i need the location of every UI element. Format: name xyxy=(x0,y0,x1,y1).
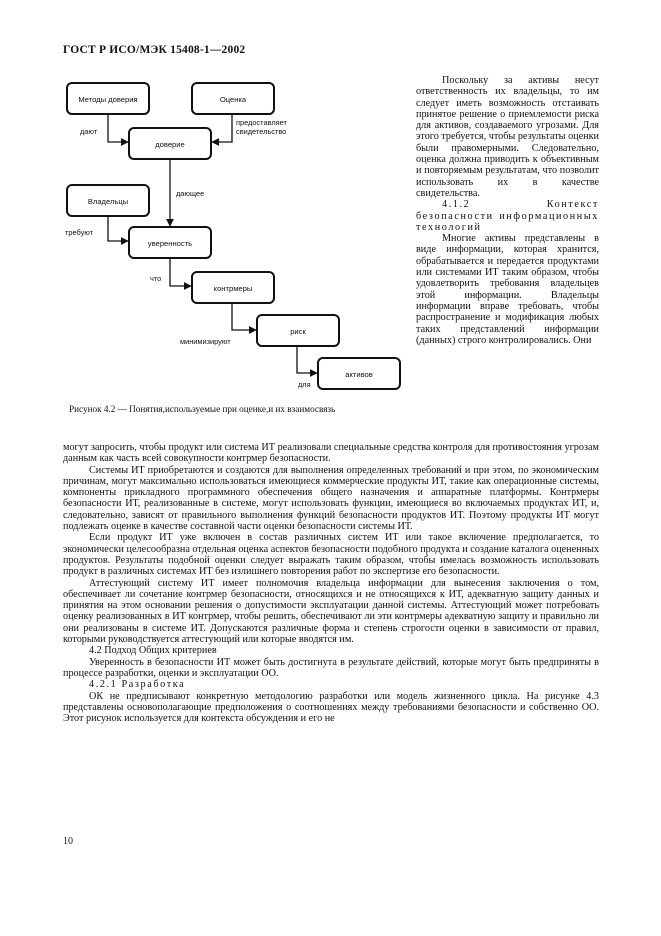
edge-give: дают xyxy=(80,127,98,136)
main-body-text xyxy=(63,442,599,724)
label-owners: Владельцы xyxy=(87,197,129,206)
arrow-confidence-countermeasures xyxy=(170,258,191,286)
arrow-owners-confidence xyxy=(108,216,128,241)
section-heading-4-1-2: 4.1.2 Контекст безопасности информационных технологий xyxy=(416,199,599,233)
paragraph: Системы ИТ приобретаются и создаются для выполнения определенных требований и при этом, по экономическим причинам, могут максимально использоваться имеющиеся коммерческие продукты ИТ, такие как операционные системы, компоненты прикладного программного обеспечения общего назначения и аппаратные платформы. Контрмеры безопасности ИТ, реализованные в системе, могут использовать функции, имеющиеся во включаемых продуктах ИТ, и, следовательно, зависят от правильного выполнения функций безопасности продуктов ИТ. Поэтому продукты ИТ могут подлежать оценке в качестве составной части оценки безопасности системы ИТ. xyxy=(63,464,599,533)
edge-require: требуют xyxy=(65,228,94,237)
section-heading-4-2: 4.2 Подход Общих критериев xyxy=(89,645,217,657)
edge-that: что xyxy=(150,274,162,283)
edge-for: для xyxy=(298,380,311,389)
paragraph: Уверенность в безопасности ИТ может быть достигнута в результате действий, которые могут быть предприняты в процессе разработки, оценки и эксплуатации ОО. xyxy=(63,656,599,679)
right-column-text xyxy=(416,75,599,346)
paragraph: ОК не предписывают конкретную методологию разработки или модель жизненного цикла. На рисунке 4.3 представлены основополагающие предположения о соотношениях между требованиями безопасности и собственно ОО. Этот рисунок используется для контекста обсуждения и его не xyxy=(63,690,599,725)
section-heading-4-2-1: 4.2.1 Разработка xyxy=(89,679,186,691)
arrow-evaluation-assurance xyxy=(212,114,232,142)
paragraph-continuation: могут запросить, чтобы продукт или система ИТ реализовали специальные средства контроля для противостояния угрозам данным как часть всей совокупности контрмер безопасности. xyxy=(63,442,599,465)
label-evaluation: Оценка xyxy=(219,95,247,104)
paragraph: Поскольку за активы несут ответственность их владельцы, то им следует иметь возможность отстаивать принятое решение о приемлемости риска для активов, создаваемого угрозами. Для этого требуется, чтобы результаты оценки были правомерными. Следовательно, оценка должна приводить к объективным и повторяемым результатам, что позволит использовать их в качестве свидетельства. xyxy=(416,75,599,199)
label-confidence: уверенность xyxy=(147,239,193,248)
page-number: 10 xyxy=(63,836,73,847)
edge-provides-1: предоставляет xyxy=(236,118,287,127)
concepts-diagram xyxy=(58,74,408,404)
arrow-countermeasures-risk xyxy=(232,303,256,330)
paragraph: Многие активы представлены в виде информации, которая хранится, обрабатывается и передается продуктами или системами ИТ таким образом, чтобы удовлетворить требования владельцев этой информации. Владельцы информации вправе требовать, чтобы распространение и модификация любых таких представлений информации (данных) строго контролировались. Они xyxy=(416,233,599,346)
arrow-methods-assurance xyxy=(108,114,128,142)
label-assets: активов xyxy=(345,370,373,379)
label-countermeasures: контрмеры xyxy=(213,284,253,293)
edge-provides-2: свидетельство xyxy=(236,127,287,136)
arrow-risk-assets xyxy=(297,346,317,373)
paragraph: Если продукт ИТ уже включен в состав различных систем ИТ или такое включение предполагается, то экономически целесообразна отдельная оценка аспектов безопасности подобного продукта и создание каталога оцененных продуктов. Результаты подобной оценки следует выражать таким образом, чтобы имелась возможность использовать продукт в различных системах ИТ без излишнего повторения работ по экспертизе его безопасности. xyxy=(63,532,599,578)
edge-minimize: минимизируют xyxy=(180,337,231,346)
label-methods: Методы доверия xyxy=(78,95,138,104)
edge-giving: дающее xyxy=(176,189,205,198)
label-assurance: доверие xyxy=(155,140,185,149)
document-header: ГОСТ Р ИСО/МЭК 15408-1—2002 xyxy=(63,44,246,56)
paragraph: Аттестующий систему ИТ имеет полномочия владельца информации для вынесения заключения о том, обеспечивает ли сочетание контрмер безопасности, относящихся и не относящихся к ИТ, адекватную защиту данных и принятия на этом основании решения о допустимости эксплуатации данной системы. Аттестующий может потребовать оценку реализованных в ИТ контрмер, чтобы решить, обеспечивают ли эти контрмеры адекватную защиту и правильно ли они реализованы в системе ИТ. Допускаются различные форма и степень строгости оценки в зависимости от правил, которыми руководствуется аттестующий или которые вводятся им. xyxy=(63,577,599,646)
label-risk: риск xyxy=(290,327,306,336)
figure-caption: Рисунок 4.2 — Понятия,используемые при оценке,и их взаимосвязь xyxy=(69,404,336,414)
